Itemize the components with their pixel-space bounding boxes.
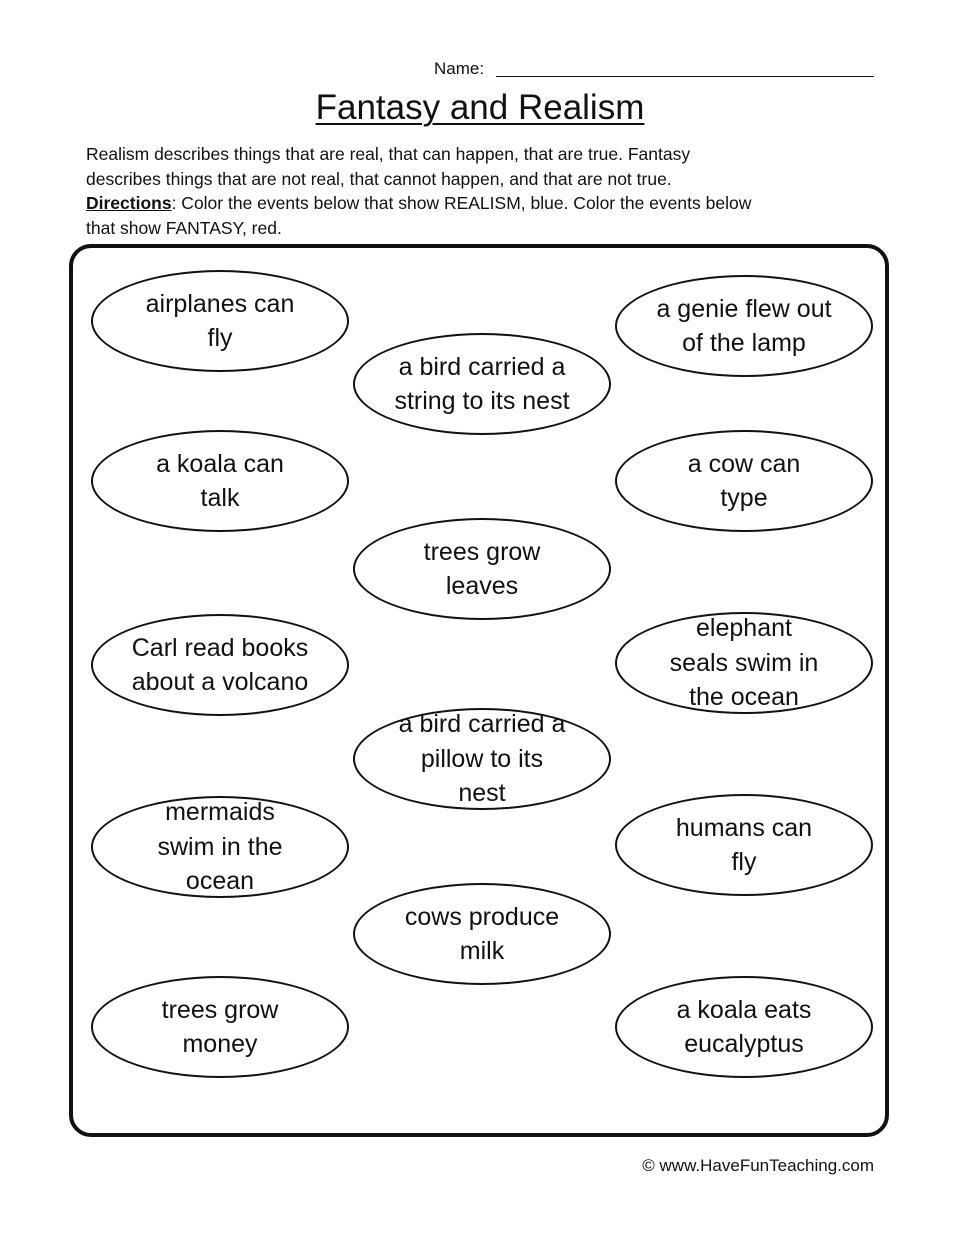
- event-text-line: humans can: [675, 813, 813, 842]
- copyright-footer: © www.HaveFunTeaching.com: [642, 1156, 874, 1175]
- event-text-line: a cow can: [687, 449, 801, 478]
- event-text-line: eucalyptus: [684, 1030, 804, 1058]
- event-text-line: Carl read books: [131, 633, 309, 662]
- page-title: Fantasy and Realism: [315, 88, 645, 127]
- event-text-line: a koala can: [156, 449, 284, 478]
- event-text-line: type: [720, 484, 768, 512]
- event-text-line: the ocean: [689, 683, 799, 712]
- event-text-line: trees grow: [423, 537, 541, 566]
- event-text-line: fly: [207, 324, 233, 352]
- event-text-line: leaves: [445, 572, 519, 600]
- event-text-line: a koala eats: [676, 995, 812, 1024]
- event-text-line: pillow to its: [420, 744, 544, 773]
- event-oval-cows-milk[interactable]: [353, 883, 611, 985]
- event-text-line: elephant: [696, 614, 792, 643]
- event-oval-carl-books[interactable]: [91, 614, 349, 716]
- event-oval-bird-string[interactable]: [353, 333, 611, 435]
- event-text-line: seals swim in: [669, 648, 819, 677]
- event-text-line: about a volcano: [131, 668, 309, 696]
- event-oval-koala-eucalyptus[interactable]: [615, 976, 873, 1078]
- event-oval-cow-type[interactable]: [615, 430, 873, 532]
- event-oval-koala-talk[interactable]: [91, 430, 349, 532]
- event-oval-trees-leaves[interactable]: [353, 518, 611, 620]
- event-text-line: ocean: [185, 867, 255, 896]
- event-oval-airplanes[interactable]: [91, 270, 349, 372]
- event-oval-elephant-seals[interactable]: [615, 612, 873, 714]
- event-text-line: money: [182, 1030, 258, 1058]
- event-text-line: a bird carried a: [398, 352, 566, 381]
- event-oval-bird-pillow[interactable]: [353, 708, 611, 810]
- name-row: [434, 58, 880, 82]
- intro-line-2: describes things that are not real, that cannot happen, and that are not true.: [86, 168, 672, 189]
- event-text-line: cows produce: [404, 902, 560, 931]
- intro-line-1: Realism describes things that are real, that can happen, that are true. Fantasy: [86, 144, 691, 164]
- directions-text: : Color the events below that show REALISM, blue. Color the events below: [171, 193, 752, 213]
- directions-line-1: [86, 191, 886, 216]
- event-text-line: string to its nest: [394, 387, 570, 415]
- event-text-line: a bird carried a: [398, 710, 566, 739]
- event-text-line: mermaids: [165, 798, 275, 827]
- event-text-line: fly: [731, 848, 757, 876]
- directions-line-2: that show FANTASY, red.: [86, 217, 282, 238]
- event-oval-mermaids[interactable]: [91, 796, 349, 898]
- event-oval-humans-fly[interactable]: [615, 794, 873, 896]
- event-text-line: milk: [459, 937, 505, 965]
- event-oval-trees-money[interactable]: [91, 976, 349, 1078]
- name-write-line[interactable]: [496, 76, 874, 77]
- event-text-line: trees grow: [161, 995, 279, 1024]
- event-text-line: swim in the: [157, 832, 283, 861]
- event-text-line: nest: [458, 779, 506, 808]
- event-text-line: of the lamp: [682, 329, 806, 357]
- directions-label: Directions: [86, 193, 172, 213]
- event-text-line: talk: [200, 484, 240, 512]
- name-label: Name:: [434, 59, 485, 78]
- intro-text: [86, 142, 886, 240]
- event-text-line: a genie flew out: [656, 294, 832, 323]
- event-oval-genie[interactable]: [615, 275, 873, 377]
- event-text-line: airplanes can: [145, 289, 295, 318]
